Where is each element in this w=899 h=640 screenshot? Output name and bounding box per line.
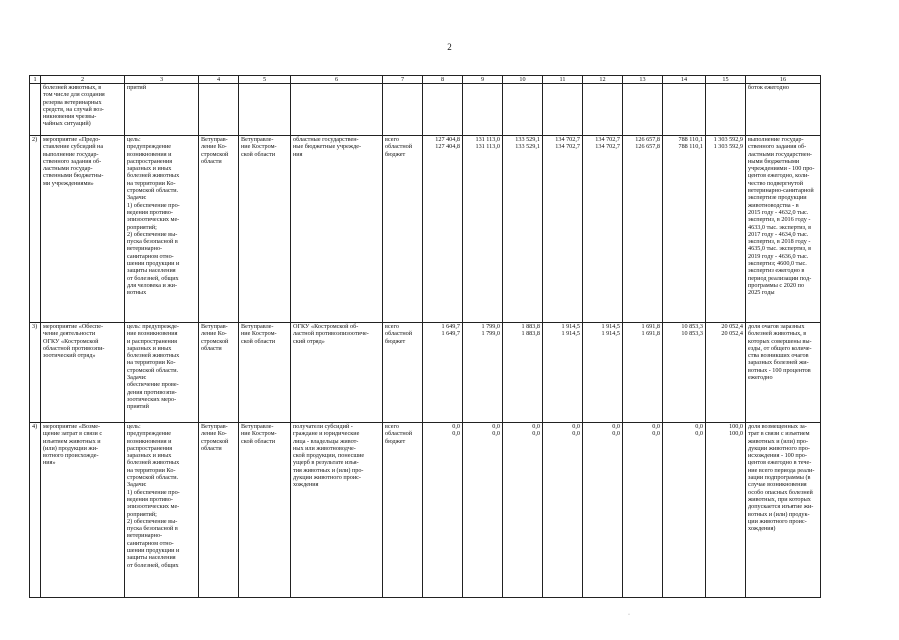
text-line: мероприятие «Обеспе-	[43, 323, 104, 330]
text-line: шении продукции и	[127, 260, 180, 268]
text-line: предупреждение	[127, 430, 172, 438]
cell-administrator	[239, 136, 291, 323]
text-line: всего	[385, 136, 399, 143]
text-line: учреждениями - 100 про-	[748, 165, 815, 173]
text-line: дукции животного проис-	[293, 474, 361, 482]
cell-no: 4)	[30, 423, 41, 598]
text-line: 2) обеспечение вы-	[127, 517, 178, 525]
column-header-10: 10	[503, 76, 543, 84]
column-header-5: 5	[239, 76, 291, 84]
cell-goal: притий	[125, 84, 199, 136]
text-line: тия животных и (или) про-	[293, 466, 364, 474]
text-line: ластной противоэпизоотиче-	[293, 330, 369, 338]
text-line: ежегодно	[748, 374, 773, 382]
text-line: всего	[385, 323, 399, 330]
text-line: пуска безопасной в	[127, 525, 178, 533]
text-line: вотных - 100 процентов	[748, 366, 811, 374]
amount-total: 1 914,5	[561, 323, 580, 330]
cell-no: 3)	[30, 323, 41, 423]
cell-amount	[623, 136, 663, 323]
text-line: от болезней, общих	[127, 274, 179, 282]
text-line: приятий	[127, 403, 149, 411]
text-line: Задачи:	[127, 194, 147, 202]
text-line: на территории Ко-	[127, 466, 176, 474]
text-line: ветеринарно-	[127, 532, 163, 540]
text-line: экспертизе продукции	[748, 194, 807, 202]
column-header-3: 3	[125, 76, 199, 84]
text-line: 2025 годы	[748, 289, 775, 297]
cell-result: боток ежегодно	[746, 84, 821, 136]
amount-total: 0,0	[652, 423, 660, 430]
text-line: области	[201, 444, 222, 452]
cell-measure	[41, 136, 125, 323]
text-line: зоотический отряд»	[43, 352, 96, 360]
text-line: изъятием животных и	[43, 437, 101, 445]
text-line: ных или животноводче-	[293, 444, 356, 452]
text-line: Ветуправле-	[241, 423, 274, 430]
amount-regional-budget: 0,0	[532, 430, 540, 438]
text-line: эпизоотических ме-	[127, 503, 180, 511]
text-line: стромской области.	[127, 187, 179, 195]
amount-regional-budget: 131 113,0	[475, 143, 500, 151]
amount-total: 1 303 592,9	[713, 136, 743, 143]
cell-amount	[583, 323, 623, 423]
text-line: центов ежегодно, коли-	[748, 172, 810, 180]
cell-amount	[423, 323, 463, 423]
text-line: на территории Ко-	[127, 359, 176, 367]
column-header-14: 14	[663, 76, 706, 84]
text-line: ОГКУ «Костромской	[43, 337, 99, 345]
text-line: обеспечение прове-	[127, 381, 179, 389]
column-number-row	[30, 76, 821, 84]
text-line: ущерб в результате изъя-	[293, 459, 359, 467]
text-line: эпизоотических ме-	[127, 216, 180, 224]
text-line: зации подпрограммы (в	[748, 474, 811, 482]
text-line: ние Костром-	[241, 430, 277, 438]
column-header-8: 8	[423, 76, 463, 84]
text-line: Ветуправле-	[241, 323, 274, 330]
text-line: предупреждение	[127, 143, 172, 151]
text-line: 2019 году - 4636,0 тыс.	[748, 252, 809, 260]
cell-amount	[663, 136, 706, 323]
text-line: экспертиз, в 2016 году -	[748, 216, 811, 224]
text-line: выполнение государ-	[748, 136, 804, 143]
continuation-row	[30, 84, 821, 136]
text-line: на территории Ко-	[127, 179, 176, 187]
text-line: области	[201, 344, 222, 352]
text-line: экспертиз, в 2018 году -	[748, 238, 811, 246]
text-line: зоотических меро-	[127, 395, 177, 403]
amount-regional-budget: 0,0	[572, 430, 580, 438]
column-header-1: 1	[30, 76, 41, 84]
text-line: болезней животных	[127, 352, 180, 360]
text-line: никновения чрезвы-	[43, 113, 97, 121]
text-line: ции животного проис-	[748, 517, 807, 525]
text-line: болезней животных, в	[748, 330, 807, 338]
measure-row	[30, 323, 821, 423]
text-line: цель:	[127, 136, 141, 143]
cell-recipient	[291, 423, 383, 598]
text-line: от болезней, общих	[127, 561, 179, 569]
cell-result	[746, 136, 821, 323]
cell-amount	[663, 323, 706, 423]
cell-recipient	[291, 323, 383, 423]
text-line: заразных и иных	[127, 344, 172, 352]
text-line: ление Ко-	[201, 143, 227, 151]
text-line: чество подвергнутой	[748, 179, 804, 187]
text-line: Задачи:	[127, 374, 147, 382]
cell-amount	[583, 136, 623, 323]
text-line: стромской области.	[127, 474, 179, 482]
cell-amount	[706, 423, 746, 598]
cell-amount	[663, 423, 706, 598]
amount-regional-budget: 0,0	[652, 430, 660, 438]
text-line: ветеринарно-	[127, 245, 163, 253]
text-line: особо опасных болезней	[748, 488, 813, 496]
cell-amount	[706, 323, 746, 423]
amount-regional-budget: 0,0	[612, 430, 620, 438]
text-line: 4635,0 тыс. экспертиз, в	[748, 245, 812, 253]
cell-funding-source	[383, 136, 423, 323]
amount-total: 133 529,1	[515, 136, 540, 143]
cell-measure	[41, 423, 125, 598]
cell-no: 2)	[30, 136, 41, 323]
text-line: хождения)	[748, 525, 776, 533]
amount-total: 0,0	[572, 423, 580, 430]
amount-total: 788 110,1	[678, 136, 703, 143]
text-line: цель: предупрежде-	[127, 323, 179, 330]
cell-goal	[125, 423, 199, 598]
amount-total: 1 649,7	[441, 323, 460, 330]
text-line: стромской	[201, 337, 229, 345]
cell-amount	[463, 323, 503, 423]
text-line: ление Ко-	[201, 330, 227, 338]
amount-total: 134 702,7	[595, 136, 620, 143]
text-line: ластными государ-	[43, 165, 93, 173]
text-line: ственного задания об-	[748, 143, 807, 151]
text-line: Задачи:	[127, 481, 147, 489]
text-line: областной	[385, 330, 413, 338]
text-line: болезней животных	[127, 459, 180, 467]
text-line: период реализации под-	[748, 274, 812, 282]
amount-regional-budget: 20 052,4	[721, 330, 743, 338]
cell-amount	[463, 136, 503, 323]
text-line: областной	[385, 143, 413, 151]
text-line: средств, на случай воз-	[43, 105, 104, 113]
column-header-6: 6	[291, 76, 383, 84]
amount-regional-budget: 0,0	[695, 430, 703, 438]
text-line: санитарном отно-	[127, 539, 174, 547]
text-line: всего	[385, 423, 399, 430]
text-line: Ветупрaв-	[201, 423, 228, 430]
cell-executor	[199, 423, 239, 598]
text-line: распространения	[127, 444, 173, 452]
text-line: роприятий;	[127, 510, 157, 518]
cell-amount	[503, 423, 543, 598]
text-line: ской области	[241, 437, 276, 445]
amount-regional-budget: 100,0	[729, 430, 743, 438]
text-line: ведения противо-	[127, 208, 173, 216]
text-line: заразных и иных	[127, 452, 172, 460]
text-line: выполнение государ-	[43, 150, 99, 158]
column-header-12: 12	[583, 76, 623, 84]
cell-amount	[623, 423, 663, 598]
amount-total: 0,0	[532, 423, 540, 430]
text-line: шении продукции и	[127, 547, 180, 555]
column-header-2: 2	[41, 76, 125, 84]
text-line: возникновения и	[127, 437, 172, 445]
text-line: для человека и жи-	[127, 281, 178, 289]
cell-goal	[125, 136, 199, 323]
text-line: ние Костром-	[241, 330, 277, 338]
column-header-13: 13	[623, 76, 663, 84]
text-line: ния	[293, 150, 303, 158]
text-line: граждане и юридические	[293, 430, 360, 438]
text-line: 2017 году - 4634,0 тыс.	[748, 230, 809, 238]
cell-no	[30, 84, 41, 136]
text-line: доля очагов заразных	[748, 323, 805, 330]
text-line: защиты населения	[127, 554, 176, 562]
text-line: центов ежегодно в тече-	[748, 459, 812, 467]
amount-regional-budget: 1 883,8	[521, 330, 540, 338]
amount-regional-budget: 1 649,7	[441, 330, 460, 338]
text-line: ства возникших очагов	[748, 352, 809, 360]
scan-speck: ·	[628, 612, 630, 618]
cell-funding-source	[383, 423, 423, 598]
column-header-9: 9	[463, 76, 503, 84]
text-line: болезней животных, в	[43, 84, 102, 91]
cell-funding-source	[383, 323, 423, 423]
cell-amount	[423, 423, 463, 598]
text-line: областной противоэпи-	[43, 344, 105, 352]
text-line: ведения противо-	[127, 495, 173, 503]
column-header-4: 4	[199, 76, 239, 84]
text-line: возникновения и	[127, 150, 172, 158]
amount-total: 20 052,4	[721, 323, 743, 330]
amount-regional-budget: 127 404,8	[435, 143, 460, 151]
column-header-15: 15	[706, 76, 746, 84]
measure-row	[30, 423, 821, 598]
column-header-16: 16	[746, 76, 821, 84]
amount-total: 131 113,0	[475, 136, 500, 143]
cell-result	[746, 423, 821, 598]
amount-total: 126 657,8	[635, 136, 660, 143]
text-line: стромской	[201, 437, 229, 445]
text-line: щение затрат в связи с	[43, 430, 103, 438]
text-line: областные государствен-	[293, 136, 359, 143]
amount-total: 1 691,8	[641, 323, 660, 330]
text-line: бюджет	[385, 437, 406, 445]
cell-amount	[543, 136, 583, 323]
text-line: вотного происхожде-	[43, 452, 99, 460]
text-line: лица - владельцы живот-	[293, 437, 359, 445]
cell-executor	[199, 136, 239, 323]
amount-regional-budget: 0,0	[492, 430, 500, 438]
text-line: и распространения	[127, 337, 177, 345]
text-line: областной	[385, 430, 413, 438]
text-line: ные бюджетные учрежде-	[293, 143, 362, 151]
text-line: езды, от общего количе-	[748, 344, 812, 352]
text-line: допускается изъятие жи-	[748, 503, 814, 511]
amount-total: 0,0	[452, 423, 460, 430]
text-line: доля возмещенных за-	[748, 423, 807, 430]
amount-total: 0,0	[492, 423, 500, 430]
text-line: распространения	[127, 157, 173, 165]
text-line: болезней животных	[127, 172, 180, 180]
amount-regional-budget: 1 914,5	[561, 330, 580, 338]
text-line: ской области	[241, 337, 276, 345]
text-line: ский отряд»	[293, 337, 325, 345]
page-number: 2	[447, 42, 452, 52]
amount-regional-budget: 0,0	[452, 430, 460, 438]
text-line: стромской	[201, 150, 229, 158]
text-line: роприятий;	[127, 223, 157, 231]
text-line: программы с 2020 по	[748, 281, 805, 289]
text-line: ской продукции, понесшие	[293, 452, 365, 460]
cell-amount	[706, 136, 746, 323]
text-line: мероприятие «Возме-	[43, 423, 101, 430]
amount-regional-budget: 1 914,5	[601, 330, 620, 338]
text-line: Ветуправле-	[241, 136, 274, 143]
text-line: защиты населения	[127, 267, 176, 275]
text-line: заразных болезней жи-	[748, 359, 809, 367]
cell-recipient	[291, 136, 383, 323]
amount-regional-budget: 126 657,8	[635, 143, 660, 151]
text-line: бюджет	[385, 337, 406, 345]
text-line: чайных ситуаций)	[43, 120, 91, 128]
text-line: бюджет	[385, 150, 406, 158]
text-line: которых совершены вы-	[748, 337, 812, 345]
text-line: области	[201, 157, 222, 165]
text-line: ния»	[43, 459, 56, 467]
cell-administrator	[239, 323, 291, 423]
cell-amount	[543, 423, 583, 598]
amount-total: 127 404,8	[435, 136, 460, 143]
amount-regional-budget: 134 702,7	[595, 143, 620, 151]
text-line: дения противоэпи-	[127, 388, 177, 396]
text-line: заразных и иных	[127, 165, 172, 173]
text-line: стромской области.	[127, 366, 179, 374]
text-line: ставление субсидий на	[43, 143, 104, 151]
text-line: ластными государствен-	[748, 150, 812, 158]
text-line: ление Ко-	[201, 430, 227, 438]
amount-total: 0,0	[695, 423, 703, 430]
text-line: Ветупрaв-	[201, 136, 228, 143]
amount-regional-budget: 788 110,1	[678, 143, 703, 151]
text-line: случае возникновения	[748, 481, 807, 489]
amount-regional-budget: 1 303 592,9	[713, 143, 743, 151]
text-line: ской области	[241, 150, 276, 158]
cell-amount	[543, 323, 583, 423]
text-line: ветеринарно-санитарной	[748, 187, 814, 195]
text-line: 2015 году - 4632,0 тыс.	[748, 208, 809, 216]
text-line: 1) обеспечение про-	[127, 201, 180, 209]
amount-total: 0,0	[612, 423, 620, 430]
cell-amount	[623, 323, 663, 423]
text-line: цель:	[127, 423, 141, 430]
amount-regional-budget: 134 702,7	[555, 143, 580, 151]
text-line: ственными бюджетны-	[43, 172, 104, 180]
text-line: ние всего периода реали-	[748, 466, 815, 474]
cell-amount	[463, 423, 503, 598]
text-line: вотных	[127, 289, 147, 297]
text-line: животных, при которых	[748, 495, 811, 503]
text-line: 2) обеспечение вы-	[127, 230, 178, 238]
program-measures-table	[29, 75, 821, 598]
text-line: экспертиз; 4600,0 тыс.	[748, 260, 807, 268]
cell-administrator	[239, 423, 291, 598]
text-line: том числе для создания	[43, 91, 105, 99]
text-line: ми учреждениями»	[43, 179, 94, 187]
text-line: хождения	[293, 481, 319, 489]
cell-amount	[423, 136, 463, 323]
amount-regional-budget: 133 529,1	[515, 143, 540, 151]
text-line: дукции животного про-	[748, 444, 810, 452]
text-line: чение деятельности	[43, 330, 96, 338]
cell-result	[746, 323, 821, 423]
amount-total: 1 883,8	[521, 323, 540, 330]
text-line: получатели субсидий -	[293, 423, 353, 430]
cell-goal	[125, 323, 199, 423]
text-line: исхождения - 100 про-	[748, 452, 807, 460]
measure-row	[30, 136, 821, 323]
text-line: пуска безопасной в	[127, 238, 178, 246]
text-line: ние возникновения	[127, 330, 178, 338]
amount-total: 100,0	[729, 423, 743, 430]
cell-executor	[199, 323, 239, 423]
text-line: 1) обеспечение про-	[127, 488, 180, 496]
amount-regional-budget: 1 691,8	[641, 330, 660, 338]
text-line: трат в связи с изъятием	[748, 430, 810, 438]
cell-measure	[41, 323, 125, 423]
column-header-7: 7	[383, 76, 423, 84]
amount-total: 134 702,7	[555, 136, 580, 143]
text-line: животных и (или) про-	[748, 437, 809, 445]
text-line: животноводства - в	[748, 201, 799, 209]
cell-measure	[41, 84, 125, 136]
text-line: санитарном отно-	[127, 252, 174, 260]
cell-amount	[503, 136, 543, 323]
text-line: экспертиз ежегодно в	[748, 267, 805, 275]
text-line: ние Костром-	[241, 143, 277, 151]
amount-total: 1 799,0	[481, 323, 500, 330]
text-line: ными бюджетными	[748, 157, 800, 165]
cell-amount	[503, 323, 543, 423]
text-line: мероприятие «Предо-	[43, 136, 101, 143]
amount-regional-budget: 1 799,0	[481, 330, 500, 338]
text-line: Ветупрaв-	[201, 323, 228, 330]
cell-amount	[583, 423, 623, 598]
text-line: вотных и (или) продук-	[748, 510, 810, 518]
amount-total: 10 853,3	[681, 323, 703, 330]
column-header-11: 11	[543, 76, 583, 84]
text-line: (или) продукции жи-	[43, 444, 99, 452]
text-line: резерва ветеринарных	[43, 98, 102, 106]
text-line: 4633,0 тыс. экспертиз, в	[748, 223, 812, 231]
amount-total: 1 914,5	[601, 323, 620, 330]
amount-regional-budget: 10 853,3	[681, 330, 703, 338]
text-line: ственного задания об-	[43, 157, 102, 165]
text-line: ОГКУ «Костромской об-	[293, 323, 359, 330]
